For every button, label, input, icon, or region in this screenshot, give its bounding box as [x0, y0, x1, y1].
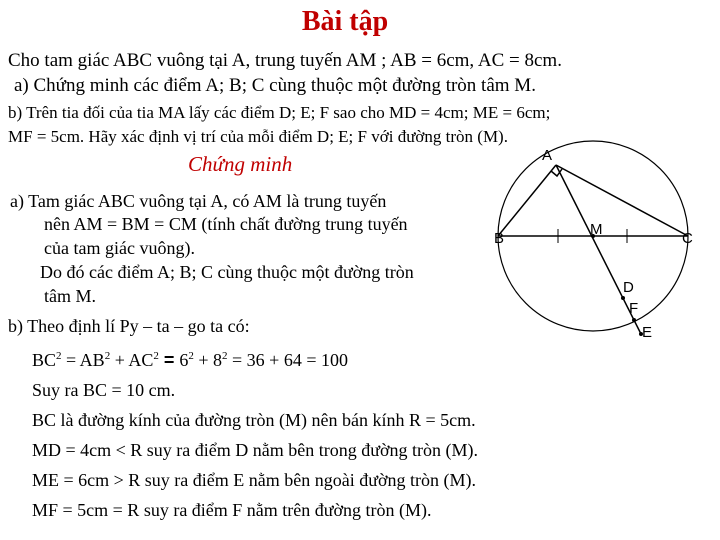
label-m: M — [590, 221, 603, 238]
part-b-line-bc: Suy ra BC = 10 cm. — [32, 380, 176, 400]
eq-ac: + AC — [110, 350, 154, 370]
part-a-line-5: tâm M. — [44, 286, 96, 306]
eq-result: = 36 + 64 = 100 — [227, 350, 348, 370]
label-e: E — [642, 324, 653, 341]
page-title: Bài tập — [301, 6, 389, 37]
problem-line-2: a) Chứng minh các điểm A; B; C cùng thuộc một đường tròn tâm M. — [14, 75, 536, 96]
label-f: F — [629, 300, 639, 317]
label-b: B — [494, 230, 505, 247]
label-a: A — [542, 147, 553, 164]
part-b-intro: b) Theo định lí Py – ta – go ta có: — [8, 316, 250, 336]
eq-sq-3: 2 — [153, 350, 159, 362]
part-b-line-d: MD = 4cm < R suy ra điểm D nằm bên trong đường tròn (M). — [32, 440, 479, 460]
part-b-line-e: ME = 6cm > R suy ra điểm E nằm bên ngoài đường tròn (M). — [32, 470, 477, 490]
eq-ab: = AB — [61, 350, 105, 370]
point-f — [632, 318, 636, 322]
part-a-line-4: Do đó các điểm A; B; C cùng thuộc một đường tròn — [40, 262, 414, 282]
point-d — [621, 296, 625, 300]
part-a-line-1: a) Tam giác ABC vuông tại A, có AM là trung tuyến — [10, 191, 387, 211]
solution-heading: Chứng minh — [188, 152, 293, 176]
part-a-line-2: nên AM = BM = CM (tính chất đường trung tuyến — [44, 214, 408, 234]
part-b-line-f: MF = 5cm = R suy ra điểm F nằm trên đường tròn (M). — [32, 500, 432, 520]
segment-ac — [556, 165, 688, 236]
problem-line-4: MF = 5cm. Hãy xác định vị trí của mỗi điểm D; E; F với đường tròn (M). — [8, 127, 508, 146]
eq-bc: BC — [32, 350, 57, 370]
eq-sq-4: 2 — [188, 350, 194, 362]
part-a-line-3: của tam giác vuông). — [44, 238, 195, 258]
part-b-line-r: BC là đường kính của đường tròn (M) nên bán kính R = 5cm. — [32, 410, 476, 430]
label-d: D — [623, 279, 634, 296]
problem-line-3: b) Trên tia đối của tia MA lấy các điểm D; E; F sao cho MD = 4cm; ME = 6cm; — [8, 103, 551, 122]
eq-equals: = — [158, 350, 180, 370]
problem-line-1: Cho tam giác ABC vuông tại A, trung tuyến AM ; AB = 6cm, AC = 8cm. — [8, 50, 562, 71]
eq-sq-2: 2 — [104, 350, 111, 362]
eq-six: 6 — [179, 350, 189, 370]
segment-ab — [498, 165, 556, 236]
eq-sq-5: 2 — [222, 350, 228, 362]
eq-sq-1: 2 — [56, 350, 62, 362]
eq-eight: + 8 — [193, 350, 223, 370]
label-c: C — [682, 230, 693, 247]
